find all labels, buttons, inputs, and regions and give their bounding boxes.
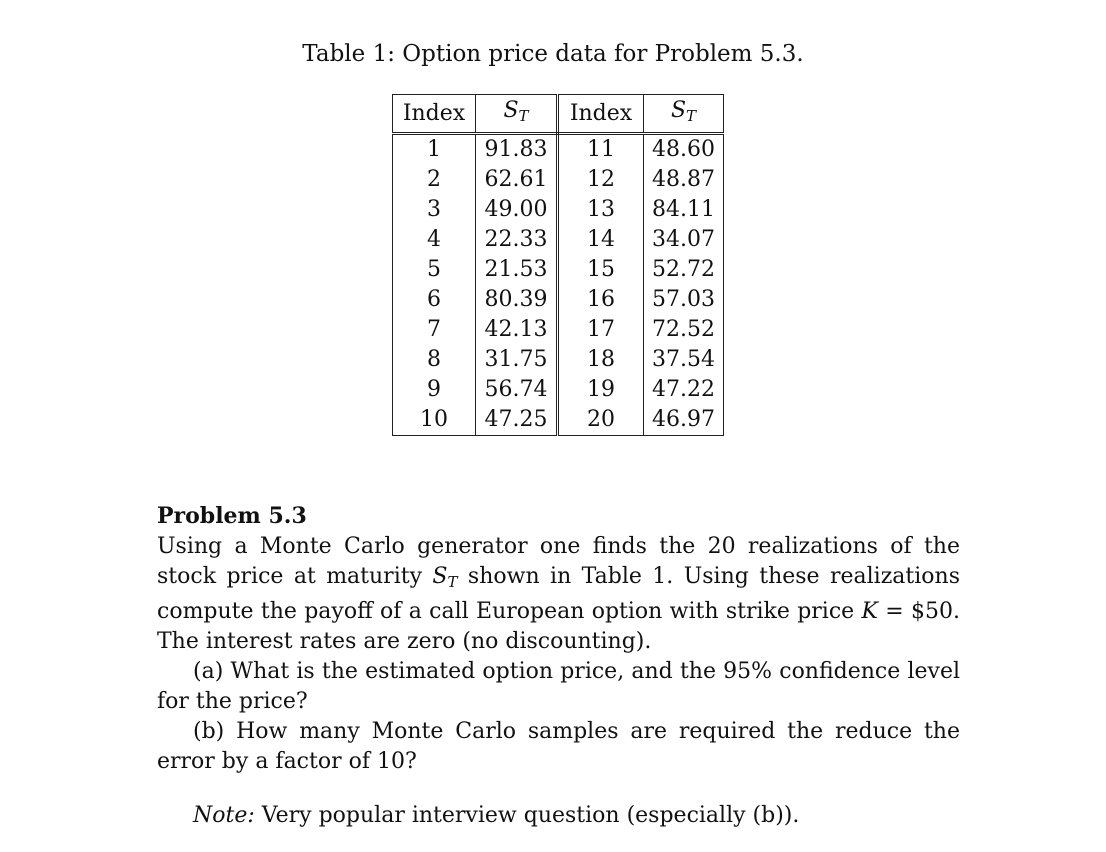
cell-index: 4 [393,225,476,255]
cell-index: 3 [393,195,476,225]
cell-index: 8 [393,345,476,375]
cell-st: 48.87 [644,165,724,195]
table-row [393,225,724,255]
cell-st: 49.00 [476,195,558,225]
cell-index: 5 [393,255,476,285]
cell-st: 48.60 [644,134,724,166]
problem-note: Note: Very popular interview question (especially (b)). [193,803,800,828]
problem-block [157,500,960,831]
table-row [393,285,724,315]
option-price-table-container [392,94,724,436]
cell-st: 31.75 [476,345,558,375]
cell-index: 13 [558,195,644,225]
cell-st: 56.74 [476,375,558,405]
table-row [393,375,724,405]
cell-index: 18 [558,345,644,375]
cell-st: 22.33 [476,225,558,255]
table-row [393,315,724,345]
cell-st: 46.97 [644,405,724,436]
cell-st: 21.53 [476,255,558,285]
cell-st: 34.07 [644,225,724,255]
table-row [393,165,724,195]
cell-st: 84.11 [644,195,724,225]
cell-index: 14 [558,225,644,255]
cell-index: 9 [393,375,476,405]
cell-st: 37.54 [644,345,724,375]
cell-index: 17 [558,315,644,345]
cell-index: 1 [393,134,476,166]
caption-label: Table 1: [302,41,395,67]
header-index-1: Index [393,95,476,134]
cell-index: 15 [558,255,644,285]
cell-index: 6 [393,285,476,315]
cell-index: 12 [558,165,644,195]
cell-st: 91.83 [476,134,558,166]
table-caption [0,38,1106,70]
header-st-2: ST [644,95,724,134]
cell-st: 42.13 [476,315,558,345]
table-body [393,134,724,436]
table-row [393,255,724,285]
cell-index: 10 [393,405,476,436]
table-row [393,195,724,225]
cell-st: 57.03 [644,285,724,315]
table-header-row [393,95,724,134]
problem-title: Problem 5.3 [157,503,307,529]
cell-index: 2 [393,165,476,195]
cell-st: 47.25 [476,405,558,436]
table-row [393,405,724,436]
caption-text: Option price data for Problem 5.3. [402,41,804,67]
cell-st: 80.39 [476,285,558,315]
cell-index: 11 [558,134,644,166]
problem-statement: Using a Monte Carlo generator one finds the 20 realizations of the stock price at maturity ST shown in Table 1. Using these realizations compute the payoff of a call European option with strike price K = $50. The interest rates are zero (no discounting). [157,534,960,654]
table-row [393,134,724,166]
cell-st: 72.52 [644,315,724,345]
cell-st: 52.72 [644,255,724,285]
cell-st: 62.61 [476,165,558,195]
header-index-2: Index [558,95,644,134]
cell-index: 16 [558,285,644,315]
cell-index: 7 [393,315,476,345]
problem-part-b: (b) How many Monte Carlo samples are required the reduce the error by a factor of 10? [157,719,960,774]
cell-index: 20 [558,405,644,436]
option-price-table [392,94,724,436]
cell-st: 47.22 [644,375,724,405]
header-st-1: ST [476,95,558,134]
table-row [393,345,724,375]
cell-index: 19 [558,375,644,405]
problem-part-a: (a) What is the estimated option price, and the 95% confidence level for the price? [157,659,960,714]
